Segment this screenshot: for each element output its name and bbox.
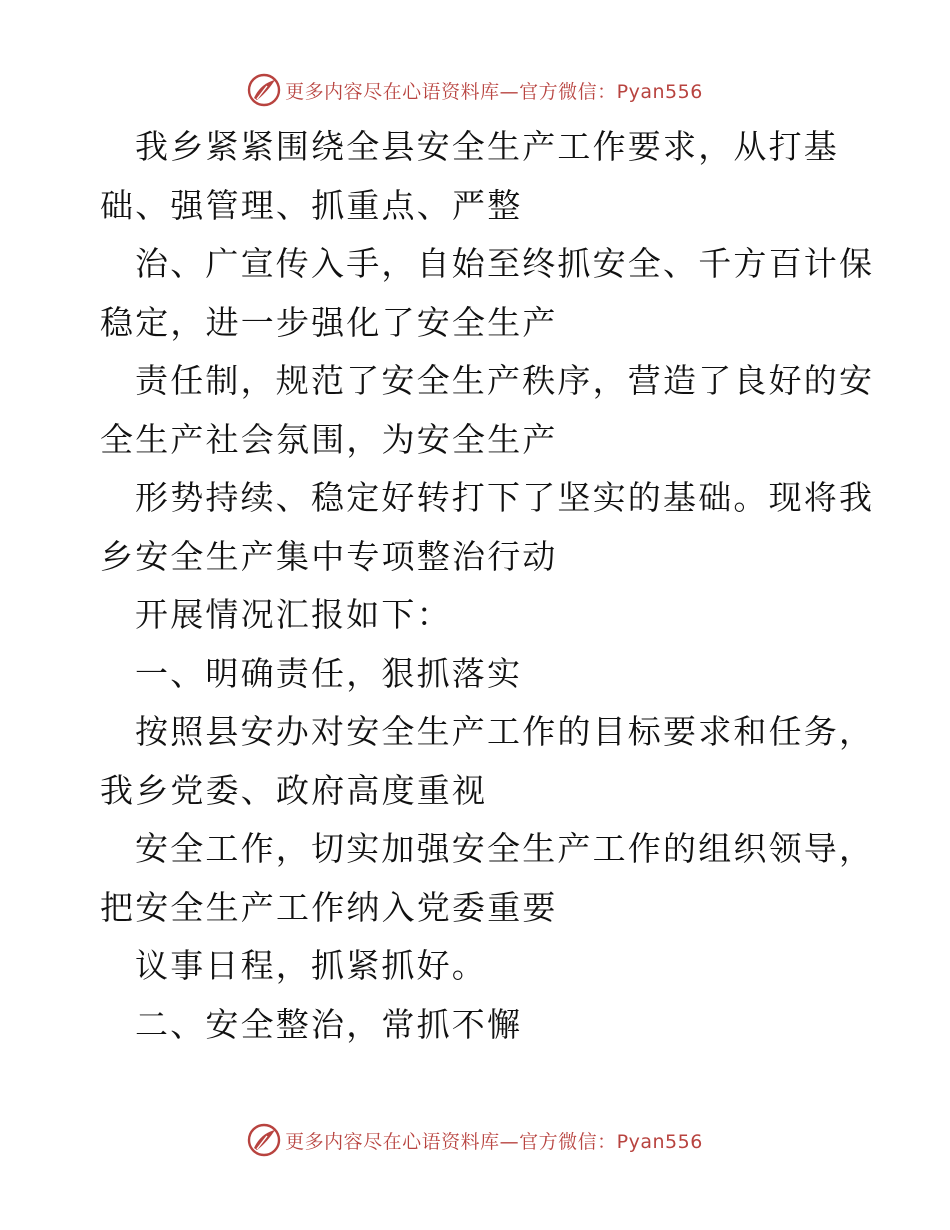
- paragraph-line: 按照县安办对安全生产工作的目标要求和任务，: [135, 712, 875, 751]
- paragraph-line: 安全工作，切实加强安全生产工作的组织领导，: [135, 829, 875, 868]
- footer-banner-text: 更多内容尽在心语资料库—官方微信：Pyan556: [285, 1130, 703, 1153]
- paragraph-line: 议事日程，抓紧抓好。: [135, 946, 487, 985]
- paragraph-line: 稳定，进一步强化了安全生产: [100, 302, 558, 342]
- footer-banner: [0, 1122, 950, 1158]
- paragraph-line: 治、广宣传入手，自始至终抓安全、千方百计保: [135, 244, 875, 283]
- paragraph-line: 把安全生产工作纳入党委重要: [100, 887, 558, 927]
- paragraph-line: 我乡紧紧围绕全县安全生产工作要求，从打基: [135, 127, 839, 166]
- section-heading: 一、明确责任，狠抓落实: [135, 653, 523, 693]
- header-banner-text: 更多内容尽在心语资料库—官方微信：Pyan556: [285, 80, 703, 103]
- paragraph-line: 开展情况汇报如下：: [135, 595, 452, 634]
- paragraph-line: 乡安全生产集中专项整治行动: [100, 536, 558, 576]
- paragraph-line: 形势持续、稳定好转打下了坚实的基础。现将我: [135, 478, 875, 517]
- paragraph-line: 我乡党委、政府高度重视: [100, 770, 488, 810]
- header-banner: [0, 72, 950, 108]
- pen-logo-icon: [247, 73, 281, 107]
- paragraph-line: 全生产社会氛围，为安全生产: [100, 419, 558, 459]
- document-body: [100, 118, 875, 1054]
- pen-logo-icon: [247, 1123, 281, 1157]
- section-heading: 二、安全整治，常抓不懈: [135, 1004, 523, 1044]
- paragraph-line: 责任制，规范了安全生产秩序，营造了良好的安: [135, 361, 875, 400]
- paragraph-line: 础、强管理、抓重点、严整: [100, 185, 523, 225]
